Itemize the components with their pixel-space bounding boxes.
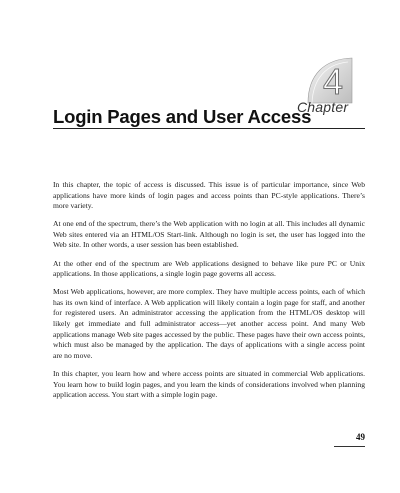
paragraph: In this chapter, you learn how and where access points are situated in commercial Web applications. You learn how to build login pages, and you learn the kinds of considerations involved when planning application access. You start with a simple login page.: [53, 368, 365, 400]
chapter-label: Chapter: [297, 99, 349, 115]
chapter-number: 4: [322, 61, 344, 102]
chapter-body: [53, 180, 365, 408]
page-number: 49: [356, 432, 365, 442]
page-number-rule: [334, 446, 365, 447]
title-underline: [53, 128, 365, 129]
paragraph: At the other end of the spectrum are Web applications designed to behave like pure PC or Unix applications. In those applications, a single login page governs all access.: [53, 258, 365, 279]
chapter-number-badge: [304, 57, 356, 104]
chapter-title: Login Pages and User Access: [53, 106, 312, 127]
paragraph: At one end of the spectrum, there’s the Web application with no login at all. This includes all dynamic Web sites entered via an HTML/OS Start-link. Although no login is set, the user has logged into the Web site. In other words, a user session has been established.: [53, 219, 365, 250]
paragraph: Most Web applications, however, are more complex. They have multiple access points, each of which has its own kind of interface. A Web application will likely contain a login page for staff, and another for registered users. An administrator accessing the application from the HTML/OS desktop will likely get immediate and full administrator access—yet another access point. And many Web applications manage Web site pages accessed by the public. These pages have their own access points, which must also be managed by the application. The days of applications with a single access point are no move.: [53, 287, 365, 360]
paragraph: In this chapter, the topic of access is discussed. This issue is of particular importance, since Web applications have more kinds of login pages and access points than PC-style applications. There’s more variety.: [53, 180, 365, 211]
chapter-number-graphic: [304, 57, 356, 104]
